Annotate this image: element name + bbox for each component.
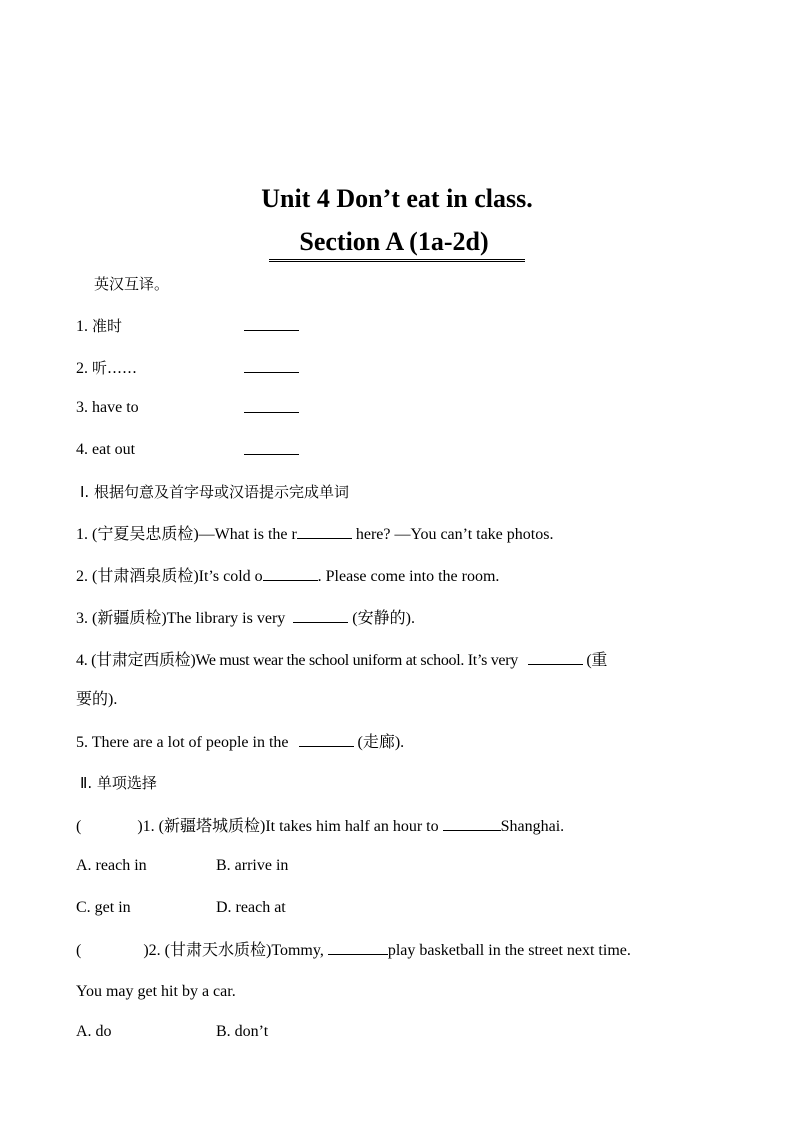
translation-item-1 [76,316,122,337]
question-number: )2. [143,942,161,959]
answer-blank[interactable] [443,816,501,831]
option-a[interactable]: A. do [76,1023,112,1040]
answer-blank[interactable] [244,398,299,419]
answer-blank[interactable] [293,608,348,623]
translation-item-2 [76,358,137,379]
part1-question-4-cont: 要的). [76,691,118,708]
question-number: 1. [76,526,88,543]
answer-blank[interactable] [244,440,299,461]
question-text: (新疆塔城质检)It takes him half an hour to [158,818,443,835]
answer-paren-open: ( [76,942,82,959]
section-title [0,227,794,262]
option-d[interactable]: D. reach at [216,899,286,916]
question-number: 3. [76,610,88,627]
question-number: )1. [137,818,155,835]
part2-question-2 [76,940,631,961]
translation-heading: 英汉互译。 [94,275,170,293]
question-text-end: (走廊). [353,734,405,751]
question-text-end: play basketball in the street next time. [387,942,631,959]
question-text-end: (重 [582,652,608,669]
part1-question-5 [76,732,404,753]
item-number: 1. [76,318,88,335]
question-text-end: Shanghai. [500,818,565,835]
answer-blank[interactable] [244,316,299,337]
translation-item-4 [76,440,135,460]
part1-question-3 [76,608,415,629]
part2-question-2-cont: You may get hit by a car. [76,983,236,1000]
question-text: (甘肃酒泉质检)It’s cold o [92,568,263,585]
answer-paren-open: ( [76,818,82,835]
question-text-end: here? —You can’t take photos. [351,526,554,543]
option-b[interactable]: B. arrive in [216,857,289,874]
item-text: 准时 [92,317,123,335]
item-text: eat out [92,441,136,458]
question-text: (甘肃定西质检)We must wear the school uniform at school. It’s very [91,652,522,669]
page-title: Unit 4 Don’t eat in class. [261,184,533,213]
option-b[interactable]: B. don’t [216,1023,269,1040]
part2-question-1 [76,816,564,837]
answer-blank[interactable] [263,566,318,581]
answer-blank[interactable] [528,650,583,665]
answer-blank[interactable] [328,940,388,955]
question-text: (新疆质检)The library is very [92,610,290,627]
question-number: 5. [76,734,88,751]
question-text-end: . Please come into the room. [317,568,500,585]
question-number: 2. [76,568,88,585]
item-text: have to [92,399,139,416]
part1-question-2 [76,566,499,587]
part2-heading: Ⅱ. 单项选择 [80,774,157,792]
question-text: (宁夏吴忠质检)—What is the r [92,526,297,543]
answer-blank[interactable] [299,732,354,747]
question-text-end: (安静的). [348,610,415,627]
question-text: (甘肃天水质检)Tommy, [164,942,328,959]
part1-heading: Ⅰ. 根据句意及首字母或汉语提示完成单词 [80,483,349,501]
item-number: 4. [76,441,88,458]
question-text: There are a lot of people in the [91,734,293,751]
item-text: 听…… [92,359,138,377]
answer-blank[interactable] [244,358,299,379]
option-c[interactable]: C. get in [76,899,131,916]
answer-blank[interactable] [297,524,352,539]
item-number: 3. [76,399,88,416]
translation-item-3 [76,398,139,418]
section-title-text: Section A (1a-2d) [269,227,524,262]
item-number: 2. [76,360,88,377]
part1-question-1 [76,524,553,545]
part1-question-4 [76,650,721,671]
question-number: 4. [76,652,88,669]
option-a[interactable]: A. reach in [76,857,147,874]
